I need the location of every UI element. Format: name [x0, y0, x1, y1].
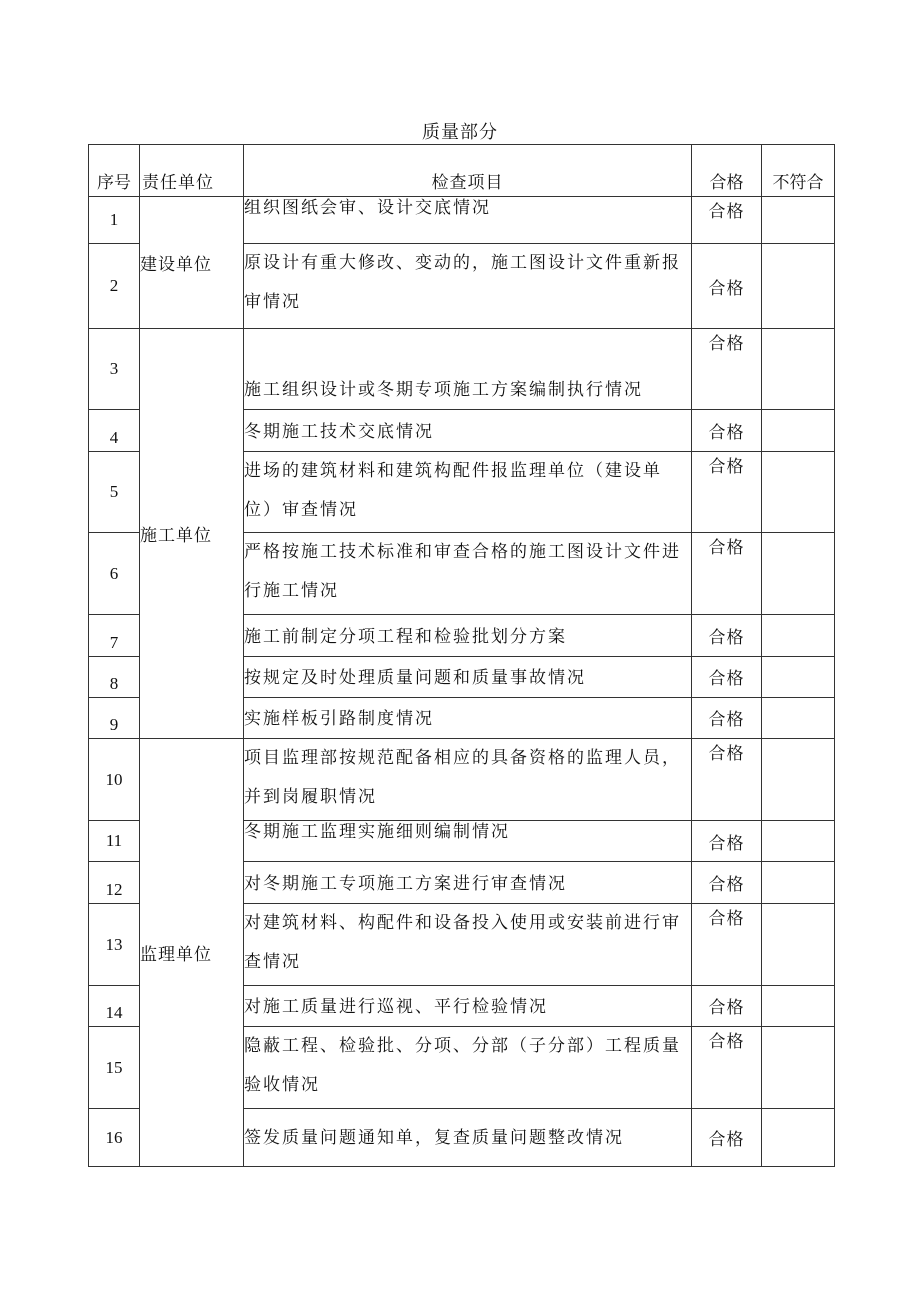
table-row	[89, 739, 835, 821]
fail-value	[762, 904, 835, 986]
row-index: 5	[89, 452, 140, 533]
row-index: 1	[89, 197, 140, 244]
pass-value: 合格	[692, 698, 762, 739]
row-index: 10	[89, 739, 140, 821]
check-item: 施工组织设计或冬期专项施工方案编制执行情况	[244, 329, 692, 410]
check-item: 按规定及时处理质量问题和质量事故情况	[244, 657, 692, 698]
fail-value	[762, 1027, 835, 1109]
pass-value: 合格	[692, 329, 762, 410]
pass-value: 合格	[692, 615, 762, 657]
fail-value	[762, 657, 835, 698]
row-index: 8	[89, 657, 140, 698]
fail-value	[762, 862, 835, 904]
row-index: 4	[89, 410, 140, 452]
row-index: 7	[89, 615, 140, 657]
pass-value: 合格	[692, 197, 762, 244]
unit-contractor: 施工单位	[140, 329, 244, 739]
table-row	[89, 329, 835, 410]
fail-value	[762, 410, 835, 452]
pass-value: 合格	[692, 1109, 762, 1167]
fail-value	[762, 1109, 835, 1167]
quality-inspection-table	[88, 144, 835, 1167]
check-item: 原设计有重大修改、变动的，施工图设计文件重新报审情况	[244, 244, 692, 329]
pass-value: 合格	[692, 244, 762, 329]
check-item: 冬期施工技术交底情况	[244, 410, 692, 452]
fail-value	[762, 698, 835, 739]
row-index: 16	[89, 1109, 140, 1167]
pass-value: 合格	[692, 410, 762, 452]
row-index: 12	[89, 862, 140, 904]
pass-value: 合格	[692, 739, 762, 821]
fail-value	[762, 615, 835, 657]
row-index: 2	[89, 244, 140, 329]
fail-value	[762, 533, 835, 615]
check-item: 对施工质量进行巡视、平行检验情况	[244, 986, 692, 1027]
row-index: 14	[89, 986, 140, 1027]
fail-value	[762, 197, 835, 244]
fail-value	[762, 821, 835, 862]
fail-value	[762, 452, 835, 533]
pass-value: 合格	[692, 821, 762, 862]
check-item: 签发质量问题通知单，复查质量问题整改情况	[244, 1109, 692, 1167]
check-item: 冬期施工监理实施细则编制情况	[244, 821, 692, 862]
check-item: 对冬期施工专项施工方案进行审查情况	[244, 862, 692, 904]
table-header-row	[89, 145, 835, 197]
check-item: 严格按施工技术标准和审查合格的施工图设计文件进行施工情况	[244, 533, 692, 615]
check-item: 项目监理部按规范配备相应的具备资格的监理人员，并到岗履职情况	[244, 739, 692, 821]
row-index: 9	[89, 698, 140, 739]
pass-value: 合格	[692, 452, 762, 533]
row-index: 13	[89, 904, 140, 986]
pass-value: 合格	[692, 1027, 762, 1109]
unit-supervisor: 监理单位	[140, 739, 244, 1167]
table-row	[89, 197, 835, 244]
header-item: 检查项目	[244, 145, 692, 197]
check-item: 对建筑材料、构配件和设备投入使用或安装前进行审查情况	[244, 904, 692, 986]
row-index: 15	[89, 1027, 140, 1109]
fail-value	[762, 244, 835, 329]
unit-construction-owner: 建设单位	[140, 197, 244, 329]
row-index: 11	[89, 821, 140, 862]
header-fail: 不符合	[762, 145, 835, 197]
check-item: 组织图纸会审、设计交底情况	[244, 197, 692, 244]
pass-value: 合格	[692, 657, 762, 698]
pass-value: 合格	[692, 904, 762, 986]
page-title: 质量部分	[422, 122, 498, 143]
row-index: 3	[89, 329, 140, 410]
header-pass: 合格	[692, 145, 762, 197]
fail-value	[762, 329, 835, 410]
fail-value	[762, 739, 835, 821]
check-item: 隐蔽工程、检验批、分项、分部（子分部）工程质量验收情况	[244, 1027, 692, 1109]
check-item: 进场的建筑材料和建筑构配件报监理单位（建设单位）审查情况	[244, 452, 692, 533]
check-item: 施工前制定分项工程和检验批划分方案	[244, 615, 692, 657]
check-item: 实施样板引路制度情况	[244, 698, 692, 739]
pass-value: 合格	[692, 862, 762, 904]
pass-value: 合格	[692, 986, 762, 1027]
fail-value	[762, 986, 835, 1027]
row-index: 6	[89, 533, 140, 615]
pass-value: 合格	[692, 533, 762, 615]
header-index: 序号	[89, 145, 140, 197]
header-unit: 责任单位	[140, 145, 244, 197]
